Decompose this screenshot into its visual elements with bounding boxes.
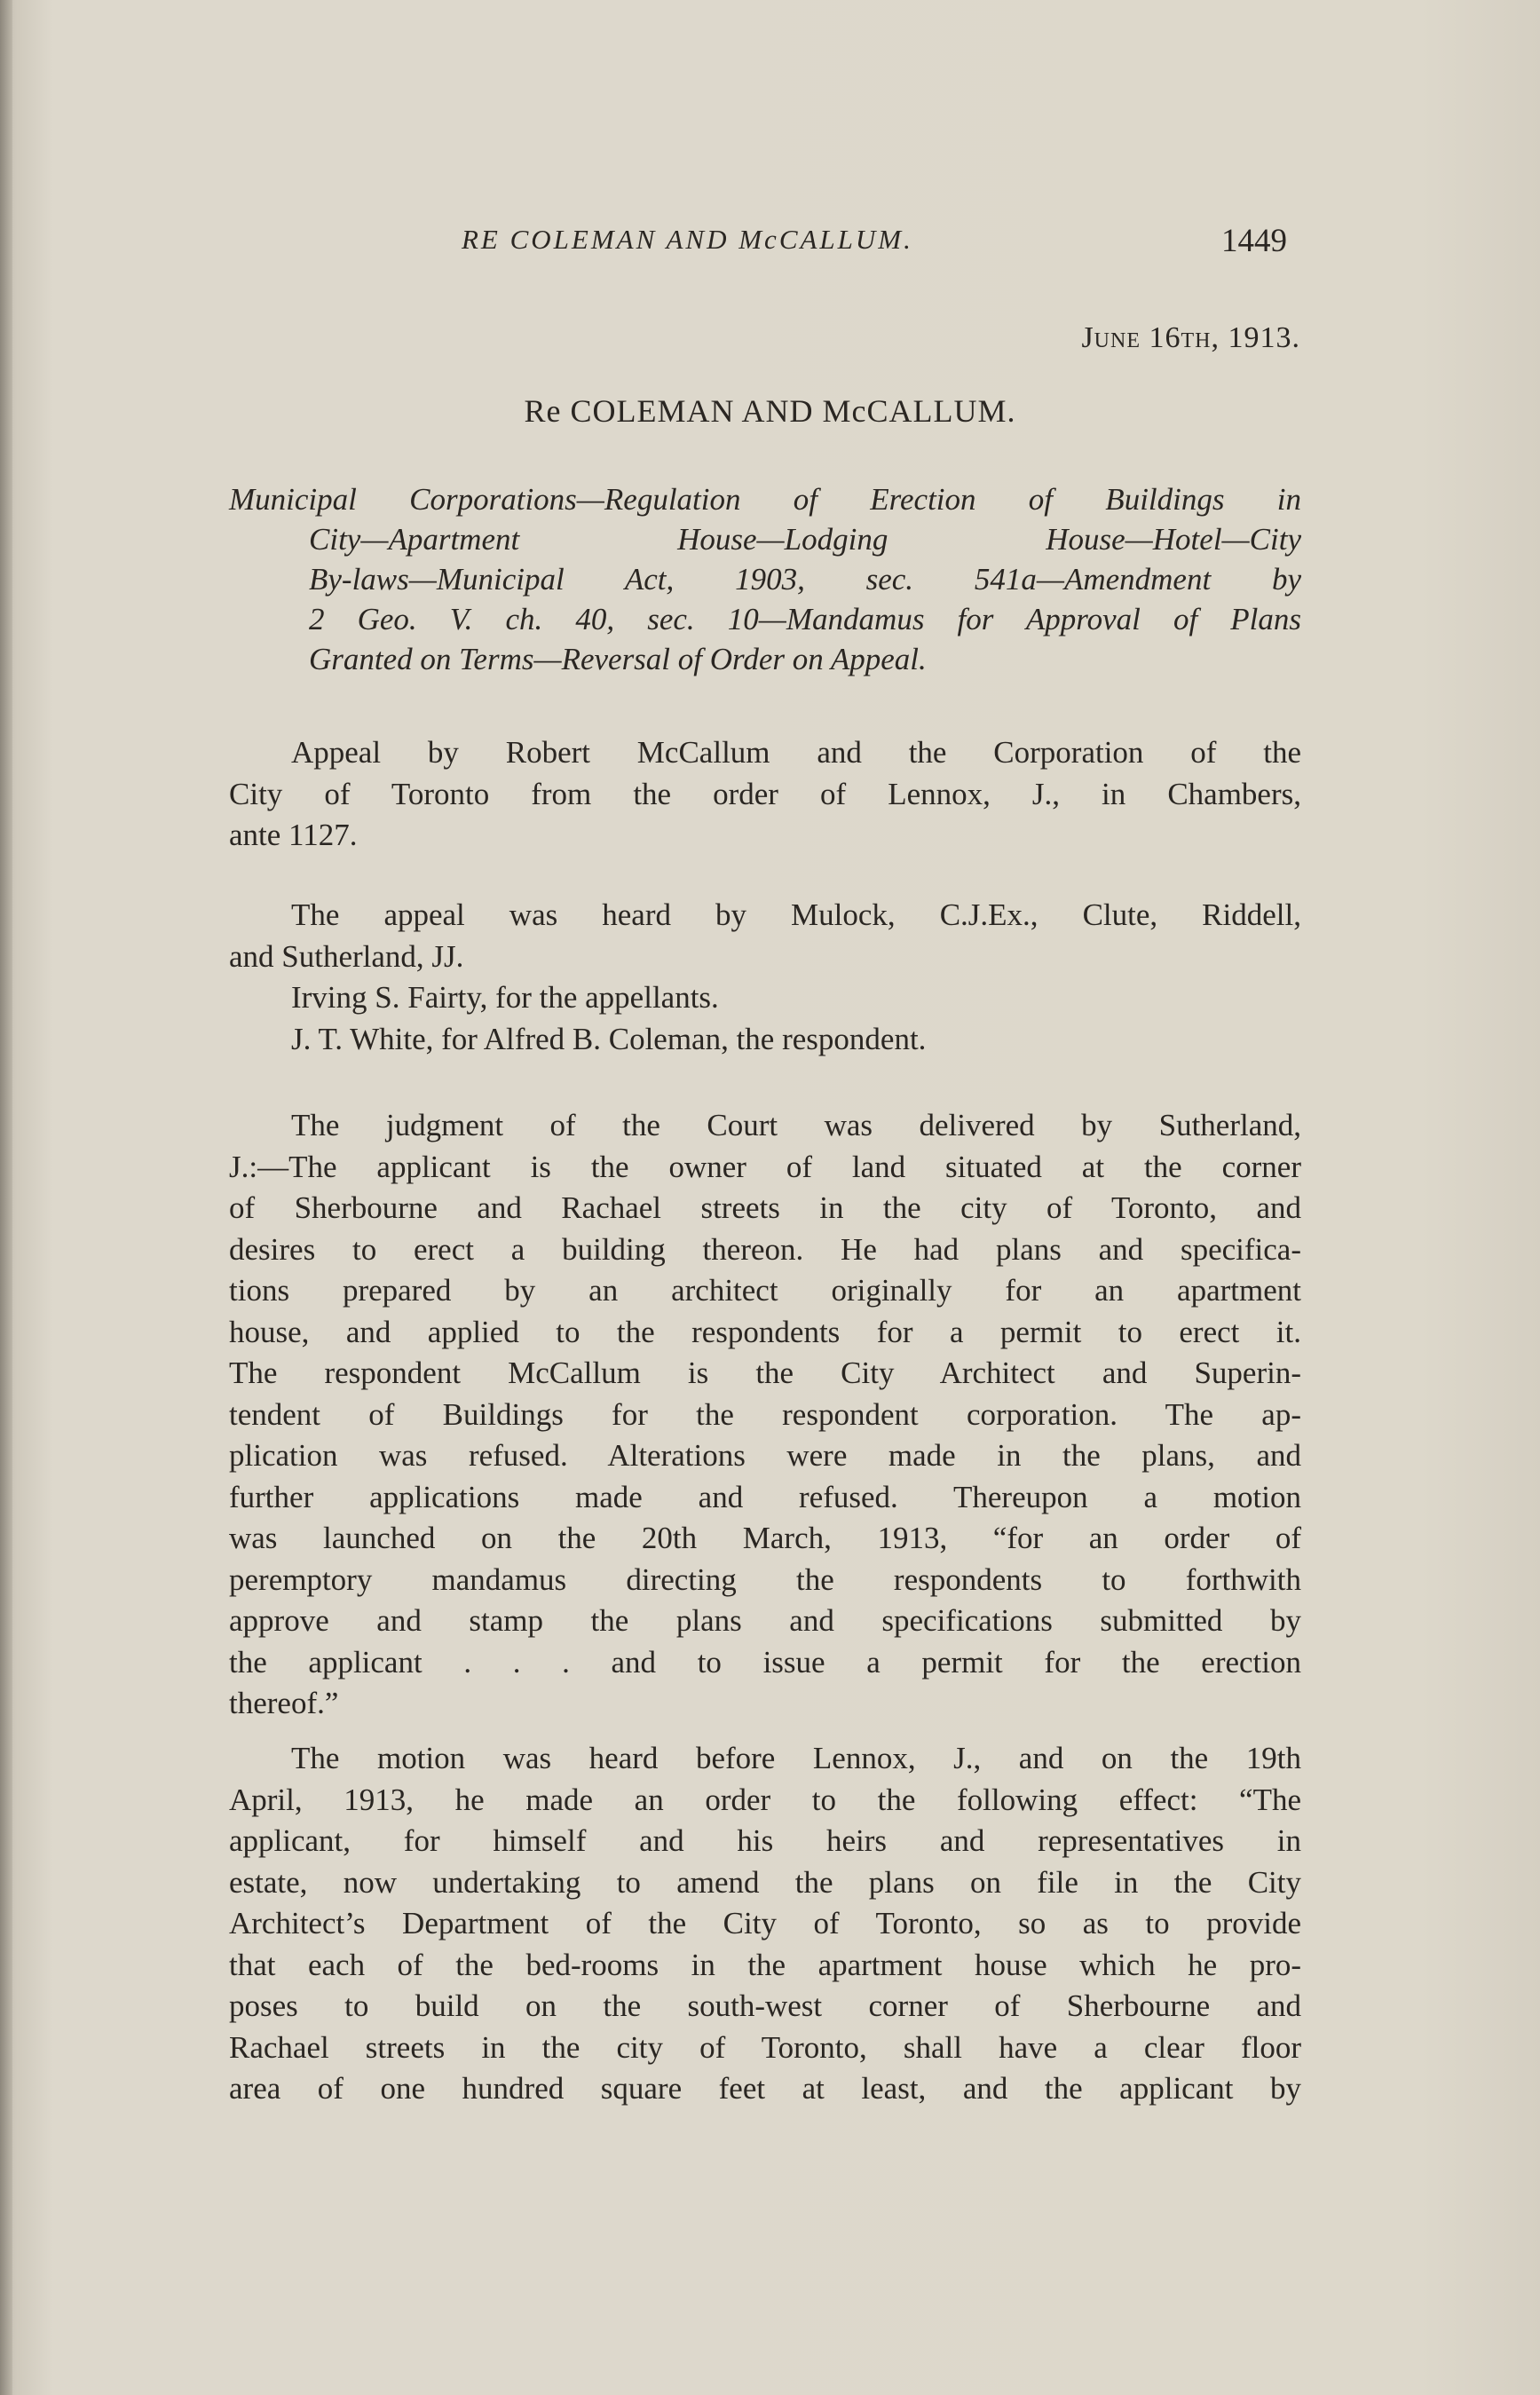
text-line: applicant, for himself and his heirs and representatives in (229, 1823, 1301, 1858)
text-line: the applicant . . . and to issue a permit for the erection (229, 1644, 1301, 1680)
appeal-paragraph (229, 732, 1301, 857)
text-line: approve and stamp the plans and specifications submitted by (229, 1603, 1301, 1638)
text-line: thereof.” (229, 1686, 339, 1720)
page-number: 1449 (1221, 223, 1287, 259)
text-line: peremptory mandamus directing the respondents to forthwith (229, 1561, 1301, 1597)
text-line: The judgment of the Court was delivered by Sutherland, (291, 1108, 1301, 1142)
text-line: further applications made and refused. Thereupon a motion (229, 1479, 1301, 1514)
headnote-line: By-laws—Municipal Act, 1903, sec. 541a—Amendment by (309, 562, 1301, 597)
text-line: and Sutherland, JJ. (229, 938, 464, 974)
text-line: ante 1127. (229, 818, 358, 852)
case-title: Re COLEMAN AND McCALLUM. (524, 393, 1016, 429)
text-line: J.:—The applicant is the owner of land situated at the corner (229, 1149, 1301, 1184)
text-line: April, 1913, he made an order to the following effect: “The (229, 1782, 1301, 1817)
text-line: The respondent McCallum is the City Architect and Superin- (229, 1356, 1301, 1390)
text-line: plication was refused. Alterations were made in the plans, and (229, 1438, 1301, 1473)
text-line: City of Toronto from the order of Lennox, J., in Chambers, (229, 776, 1301, 811)
text-line: of Sherbourne and Rachael streets in the city of Toronto, and (229, 1190, 1301, 1225)
text-line: J. T. White, for Alfred B. Coleman, the respondent. (291, 1021, 927, 1056)
hearing-paragraph (229, 895, 1301, 1060)
judgment-paragraph-2 (229, 1738, 1301, 2110)
text-line: Irving S. Fairty, for the appellants. (291, 980, 719, 1015)
text-line: that each of the bed-rooms in the apartment house which he pro- (229, 1947, 1301, 1982)
text-line: poses to build on the south-west corner of Sherbourne and (229, 1988, 1301, 2023)
text-line: estate, now undertaking to amend the plans on file in the City (229, 1864, 1301, 1900)
text-line: tendent of Buildings for the respondent corporation. The ap- (229, 1396, 1301, 1432)
text-line: The appeal was heard by Mulock, C.J.Ex., Clute, Riddell, (291, 897, 1301, 932)
headnote-line: 2 Geo. V. ch. 40, sec. 10—Mandamus for Approval of Plans (309, 602, 1301, 636)
judgment-paragraph-1 (229, 1105, 1301, 1725)
text-line: tions prepared by an architect originally for an apartment (229, 1273, 1301, 1308)
book-spine-shadow (0, 0, 12, 2395)
text-line: Architect’s Department of the City of Toronto, so as to provide (229, 1906, 1301, 1941)
text-line: Rachael streets in the city of Toronto, shall have a clear floor (229, 2029, 1301, 2065)
headnote-line: Municipal Corporations—Regulation of Erection of Buildings in (229, 482, 1301, 517)
headnote (229, 479, 1301, 679)
running-head: RE COLEMAN AND McCALLUM. (462, 224, 913, 255)
headnote-line: Granted on Terms—Reversal of Order on Appeal. (309, 642, 927, 676)
text-line: The motion was heard before Lennox, J., and on the 19th (291, 1741, 1301, 1775)
headnote-line: City—Apartment House—Lodging House—Hotel—City (309, 522, 1301, 557)
text-line: Appeal by Robert McCallum and the Corporation of the (291, 735, 1301, 770)
text-line: house, and applied to the respondents for a permit to erect it. (229, 1314, 1301, 1349)
text-line: was launched on the 20th March, 1913, “for an order of (229, 1521, 1301, 1555)
text-line: desires to erect a building thereon. He had plans and specifica- (229, 1231, 1301, 1267)
judgment-date: June 16th, 1913. (1081, 321, 1300, 354)
text-line: area of one hundred square feet at least, and the applicant by (229, 2071, 1301, 2106)
